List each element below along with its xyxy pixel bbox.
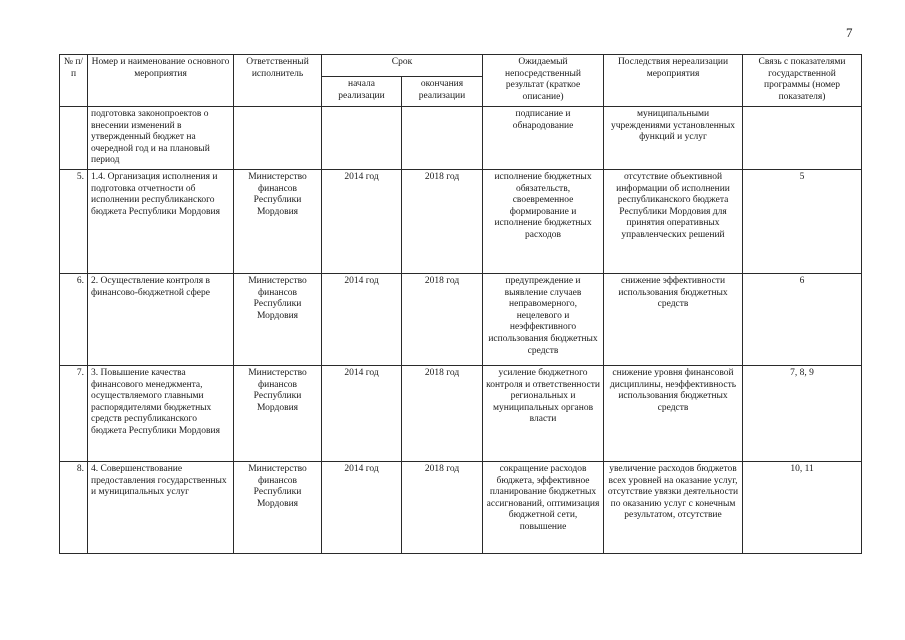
cell-consequences: увеличение расходов бюджетов всех уровней на оказание услуг, отсутствие увязки деятельности по оказанию услуг с конечным результатом, отсутствие — [604, 461, 743, 553]
cell-name: подготовка законопроектов о внесении изменений в утвержденный бюджет на очередной год и на плановый период — [88, 107, 234, 170]
cell-result: предупреждение и выявление случаев неправомерного, нецелевого и неэффективного использования бюджетных средств — [483, 273, 604, 365]
cell-end: 2018 год — [402, 273, 483, 365]
header-result: Ожидаемый непосредственный результат (краткое описание) — [483, 55, 604, 107]
header-term: Срок — [322, 55, 483, 77]
header-name: Номер и наименование основного мероприятия — [88, 55, 234, 107]
cell-executor: Министерство финансов Республики Мордовия — [234, 273, 322, 365]
cell-start: 2014 год — [322, 461, 402, 553]
header-executor: Ответственный исполнитель — [234, 55, 322, 107]
header-start: начала реализации — [322, 77, 402, 107]
cell-num — [60, 107, 88, 170]
cell-executor: Министерство финансов Республики Мордовия — [234, 169, 322, 273]
table-row — [60, 107, 862, 170]
cell-num: 8. — [60, 461, 88, 553]
activities-table — [59, 54, 862, 554]
table-row — [60, 273, 862, 365]
cell-executor: Министерство финансов Республики Мордовия — [234, 365, 322, 461]
cell-link: 10, 11 — [743, 461, 862, 553]
cell-end: 2018 год — [402, 461, 483, 553]
cell-result: усиление бюджетного контроля и ответственности региональных и муниципальных органов власти — [483, 365, 604, 461]
cell-link: 5 — [743, 169, 862, 273]
cell-consequences: муниципальными учреждениями установленных функций и услуг — [604, 107, 743, 170]
table-row — [60, 365, 862, 461]
cell-start: 2014 год — [322, 273, 402, 365]
cell-end — [402, 107, 483, 170]
cell-consequences: отсутствие объективной информации об исполнении республиканского бюджета Республики Мордовия для принятия оперативных управленческих решений — [604, 169, 743, 273]
cell-end: 2018 год — [402, 365, 483, 461]
header-consequences: Последствия нереализации мероприятия — [604, 55, 743, 107]
cell-num: 5. — [60, 169, 88, 273]
cell-result: подписание и обнародование — [483, 107, 604, 170]
cell-result: исполнение бюджетных обязательств, своевременное формирование и исполнение бюджетных расходов — [483, 169, 604, 273]
cell-executor — [234, 107, 322, 170]
table-row — [60, 169, 862, 273]
cell-num: 7. — [60, 365, 88, 461]
cell-start — [322, 107, 402, 170]
cell-num: 6. — [60, 273, 88, 365]
cell-name: 4. Совершенствование предоставления государственных и муниципальных услуг — [88, 461, 234, 553]
cell-link: 6 — [743, 273, 862, 365]
header-num: № п/п — [60, 55, 88, 107]
table-header-row — [60, 55, 862, 77]
cell-name: 3. Повышение качества финансового менеджмента, осуществляемого главными распорядителями бюджетных средств республиканского бюджета Республики Мордовия — [88, 365, 234, 461]
cell-end: 2018 год — [402, 169, 483, 273]
cell-start: 2014 год — [322, 169, 402, 273]
header-end: окончания реализации — [402, 77, 483, 107]
cell-name: 1.4. Организация исполнения и подготовка отчетности об исполнении республиканского бюджета Республики Мордовия — [88, 169, 234, 273]
table-row — [60, 461, 862, 553]
cell-name: 2. Осуществление контроля в финансово-бюджетной сфере — [88, 273, 234, 365]
cell-start: 2014 год — [322, 365, 402, 461]
header-link: Связь с показателями государственной программы (номер показателя) — [743, 55, 862, 107]
cell-link: 7, 8, 9 — [743, 365, 862, 461]
cell-consequences: снижение эффективности использования бюджетных средств — [604, 273, 743, 365]
page-number: 7 — [846, 25, 853, 40]
cell-consequences: снижение уровня финансовой дисциплины, неэффективность использования бюджетных средств — [604, 365, 743, 461]
cell-executor: Министерство финансов Республики Мордовия — [234, 461, 322, 553]
cell-result: сокращение расходов бюджета, эффективное планирование бюджетных ассигнований, оптимизация бюджетной сети, повышение — [483, 461, 604, 553]
cell-link — [743, 107, 862, 170]
